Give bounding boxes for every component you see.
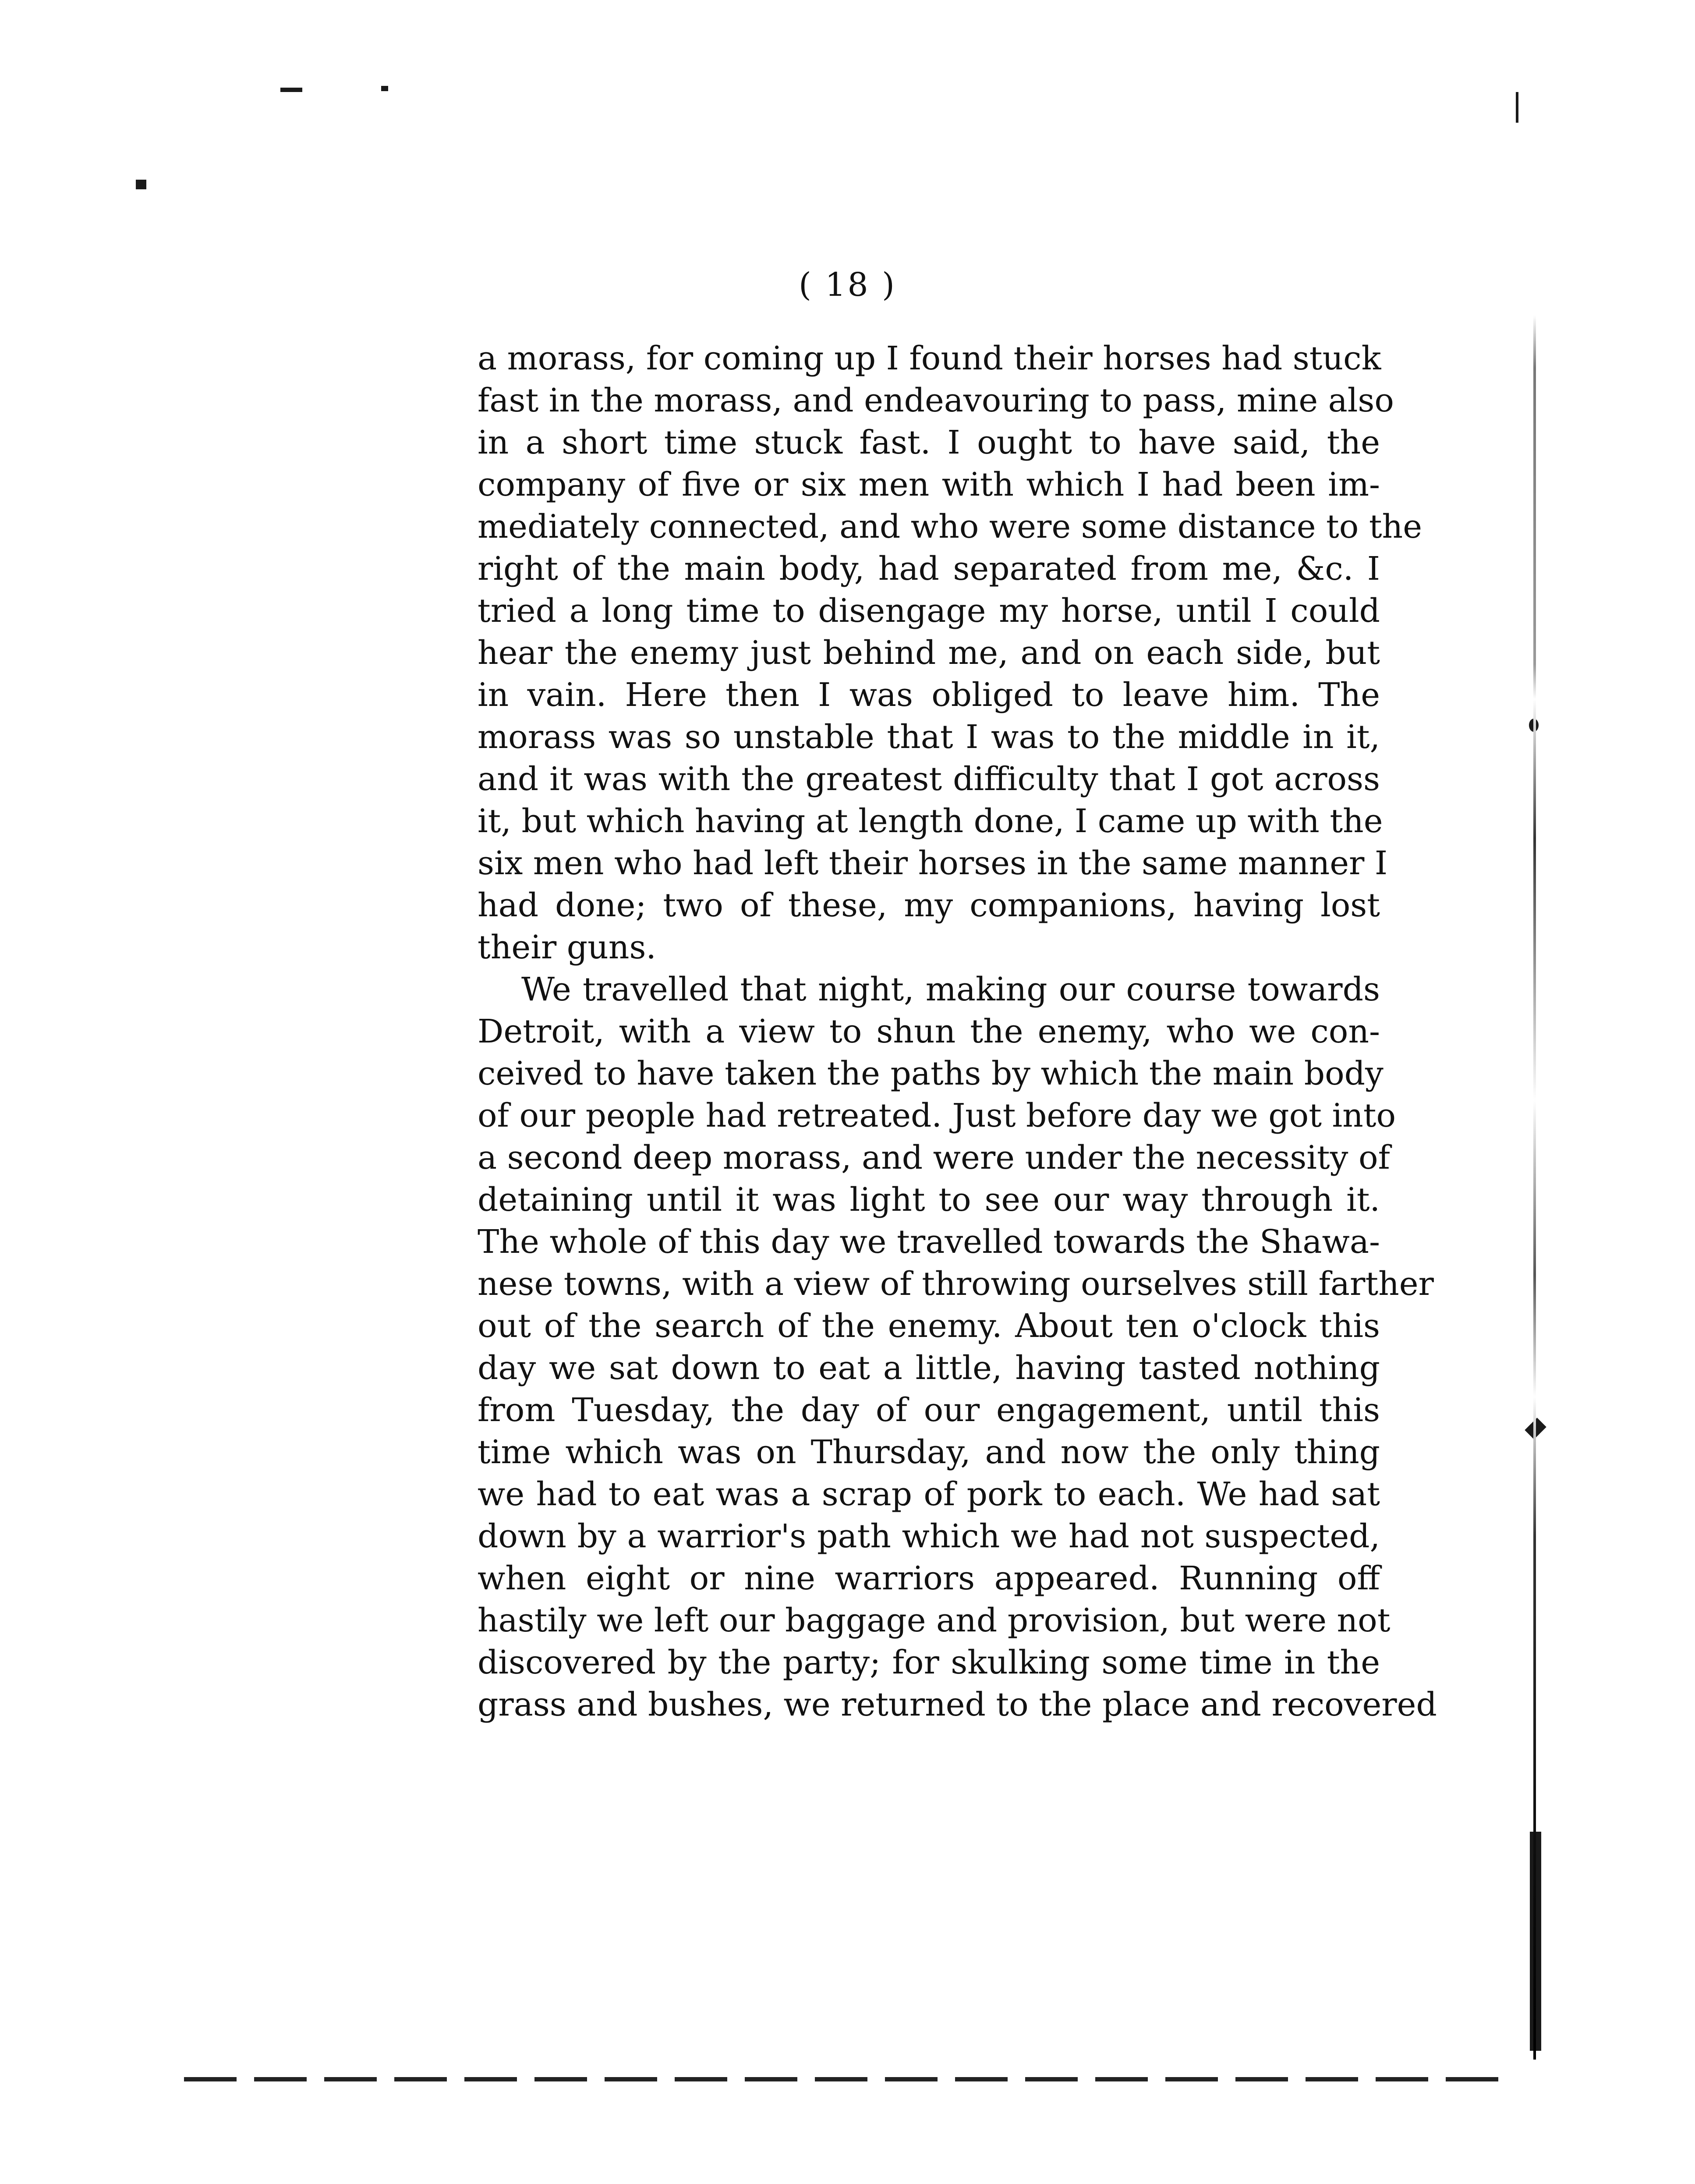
scan-bottom-line — [184, 2077, 1516, 2081]
text-line: from Tuesday, the day of our engagement, until this — [478, 1391, 1380, 1429]
text-line: we had to eat was a scrap of pork to each. We had sat — [478, 1475, 1380, 1513]
text-line: of our people had retreated. Just before day we got into — [478, 1097, 1396, 1135]
paragraph — [478, 337, 1423, 968]
text-line: a morass, for coming up I found their horses had stuck — [478, 340, 1381, 377]
text-line: time which was on Thursday, and now the only thing — [478, 1433, 1380, 1471]
scan-mark — [280, 88, 302, 92]
text-line: fast in the morass, and endeavouring to pass, mine also — [478, 382, 1394, 419]
text-line: grass and bushes, we returned to the place and recovered — [478, 1686, 1437, 1723]
text-line: hear the enemy just behind me, and on each side, but — [478, 634, 1380, 672]
body-text — [478, 337, 1437, 1726]
paragraph — [478, 968, 1437, 1726]
page-number: ( 18 ) — [799, 266, 896, 304]
text-line: their guns. — [478, 929, 656, 966]
text-line: right of the main body, had separated from me, &c. I — [478, 550, 1380, 588]
text-line: mediately connected, and who were some distance to the — [478, 508, 1423, 546]
text-line: six men who had left their horses in the same manner I — [478, 844, 1388, 882]
text-line: in vain. Here then I was obliged to leave him. The — [478, 676, 1380, 714]
text-line: tried a long time to disengage my horse, until I could — [478, 592, 1380, 630]
text-line: hastily we left our baggage and provision, but were not — [478, 1602, 1391, 1639]
text-line: The whole of this day we travelled towards the Shawa- — [478, 1223, 1380, 1261]
text-line: nese towns, with a view of throwing ourselves still farther — [478, 1265, 1434, 1303]
text-line: morass was so unstable that I was to the middle in it, — [478, 718, 1380, 756]
text-line: in a short time stuck fast. I ought to have said, the — [478, 424, 1380, 461]
text-line: when eight or nine warriors appeared. Running off — [478, 1560, 1380, 1597]
text-line: ceived to have taken the paths by which the main body — [478, 1055, 1384, 1092]
scan-mark — [1516, 92, 1518, 123]
scan-mark — [136, 180, 146, 189]
text-line: had done; two of these, my companions, having lost — [478, 886, 1380, 924]
text-line: We travelled that night, making our course towards — [521, 971, 1380, 1008]
text-line: down by a warrior's path which we had not suspected, — [478, 1517, 1380, 1555]
text-line: a second deep morass, and were under the necessity of — [478, 1139, 1390, 1177]
text-line: detaining until it was light to see our way through it. — [478, 1181, 1380, 1219]
text-line: discovered by the party; for skulking some time in the — [478, 1644, 1380, 1681]
text-line: it, but which having at length done, I came up with the — [478, 802, 1383, 840]
scan-mark — [381, 86, 388, 91]
text-line: Detroit, with a view to shun the enemy, who we con- — [478, 1013, 1380, 1050]
text-line: out of the search of the enemy. About ten o'clock this — [478, 1307, 1380, 1345]
scan-edge-line — [1533, 316, 1536, 2060]
text-line: company of five or six men with which I had been im- — [478, 466, 1380, 503]
text-line: and it was with the greatest difficulty that I got across — [478, 760, 1380, 798]
text-line: day we sat down to eat a little, having tasted nothing — [478, 1349, 1380, 1387]
